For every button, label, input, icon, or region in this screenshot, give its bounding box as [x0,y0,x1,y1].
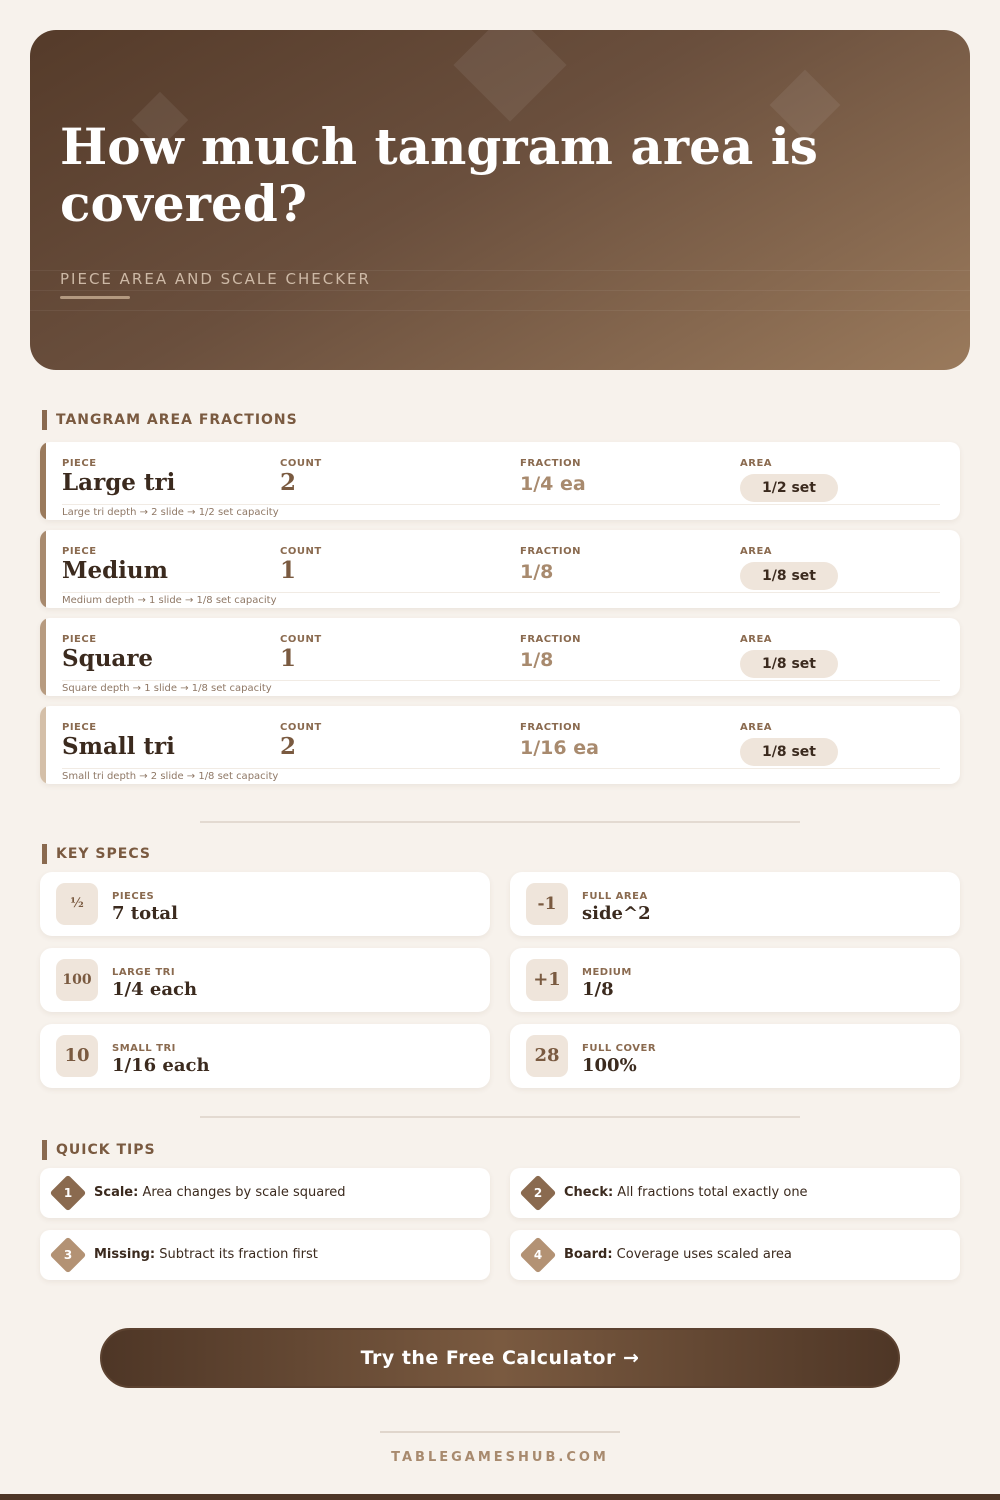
tip-number: 2 [533,1186,543,1200]
spec-badge: +1 [526,959,568,1001]
section-title-specs: KEY SPECS [42,844,151,864]
tip-body: Subtract its fraction first [155,1247,318,1262]
spec-label: SMALL TRI [112,1043,176,1054]
piece-name: Square [62,645,154,672]
tip-card [40,1168,490,1218]
piece-fraction: 1/16 ea [520,737,599,759]
spec-card [510,948,960,1012]
spec-badge: -1 [526,883,568,925]
row-accent-bar [40,442,46,520]
fraction-row [40,618,960,696]
bottom-bar [0,1494,1000,1500]
tip-body: All fractions total exactly one [613,1185,808,1200]
spec-card [40,872,490,936]
spec-label: MEDIUM [582,967,632,978]
tip-number: 1 [63,1186,73,1200]
diamond-number-icon [50,1175,87,1212]
tip-text [94,1185,346,1200]
area-label: AREA [740,722,773,733]
subtitle-underline [60,296,130,299]
piece-label: PIECE [62,634,97,645]
tip-title: Board: [564,1247,613,1262]
fraction-label: FRACTION [520,722,582,733]
try-calculator-button[interactable]: Try the Free Calculator → [100,1328,900,1388]
area-badge: 1/8 set [740,738,838,766]
fraction-row [40,530,960,608]
spec-card [40,1024,490,1088]
spec-label: LARGE TRI [112,967,176,978]
spec-value: 7 total [112,903,178,924]
spec-card [40,948,490,1012]
tip-title: Scale: [94,1185,139,1200]
piece-count: 2 [280,733,297,760]
area-label: AREA [740,458,773,469]
area-label: AREA [740,546,773,557]
spec-label: FULL AREA [582,891,648,902]
footer-divider [380,1431,620,1433]
tip-title: Check: [564,1185,614,1200]
row-note: Small tri depth → 2 slide → 1/8 set capacity [62,771,279,782]
spec-value: side^2 [582,903,651,924]
diamond-number-icon [520,1175,557,1212]
tip-body: Coverage uses scaled area [612,1247,792,1262]
row-note: Large tri depth → 2 slide → 1/2 set capacity [62,507,279,518]
piece-count: 2 [280,469,297,496]
section-title-tips: QUICK TIPS [42,1140,156,1160]
decor-diamond-large [453,30,566,122]
spec-value: 1/16 each [112,1055,210,1076]
section-divider [200,1116,800,1118]
tip-text [564,1185,808,1200]
tip-number: 4 [533,1248,543,1262]
diamond-number-icon [520,1237,557,1274]
spec-value: 1/4 each [112,979,198,1000]
area-badge: 1/2 set [740,474,838,502]
fraction-label: FRACTION [520,458,582,469]
tip-card [40,1230,490,1280]
piece-label: PIECE [62,722,97,733]
piece-fraction: 1/8 [520,649,554,671]
count-label: COUNT [280,458,322,469]
row-note: Medium depth → 1 slide → 1/8 set capacity [62,595,277,606]
spec-card [510,872,960,936]
row-accent-bar [40,618,46,696]
area-badge: 1/8 set [740,562,838,590]
tip-text [94,1247,318,1262]
page-subtitle: PIECE AREA AND SCALE CHECKER [60,270,371,288]
count-label: COUNT [280,634,322,645]
row-accent-bar [40,706,46,784]
spec-badge: 28 [526,1035,568,1077]
spec-badge: 100 [56,959,98,1001]
tip-card [510,1168,960,1218]
area-badge: 1/8 set [740,650,838,678]
piece-label: PIECE [62,546,97,557]
spec-value: 1/8 [582,979,614,1000]
diamond-number-icon [50,1237,87,1274]
piece-count: 1 [280,645,297,672]
fraction-row [40,442,960,520]
hero-banner [30,30,970,370]
spec-label: FULL COVER [582,1043,657,1054]
section-divider [200,821,800,823]
row-note: Square depth → 1 slide → 1/8 set capacity [62,683,272,694]
piece-name: Small tri [62,733,175,760]
fraction-label: FRACTION [520,546,582,557]
piece-fraction: 1/8 [520,561,554,583]
tip-text [564,1247,792,1262]
spec-label: PIECES [112,891,155,902]
spec-card [510,1024,960,1088]
tip-card [510,1230,960,1280]
piece-name: Large tri [62,469,176,496]
footer-site-link[interactable]: TABLEGAMESHUB.COM [391,1450,609,1465]
page-title: How much tangram area is covered? [60,117,818,233]
section-title-fractions: TANGRAM AREA FRACTIONS [42,410,298,430]
tip-number: 3 [63,1248,73,1262]
piece-name: Medium [62,557,168,584]
fraction-row [40,706,960,784]
spec-value: 100% [582,1055,637,1076]
piece-fraction: 1/4 ea [520,473,586,495]
tip-title: Missing: [94,1247,156,1262]
count-label: COUNT [280,546,322,557]
piece-label: PIECE [62,458,97,469]
count-label: COUNT [280,722,322,733]
spec-badge: ½ [56,883,98,925]
spec-badge: 10 [56,1035,98,1077]
fraction-label: FRACTION [520,634,582,645]
row-accent-bar [40,530,46,608]
tip-body: Area changes by scale squared [138,1185,346,1200]
area-label: AREA [740,634,773,645]
piece-count: 1 [280,557,297,584]
